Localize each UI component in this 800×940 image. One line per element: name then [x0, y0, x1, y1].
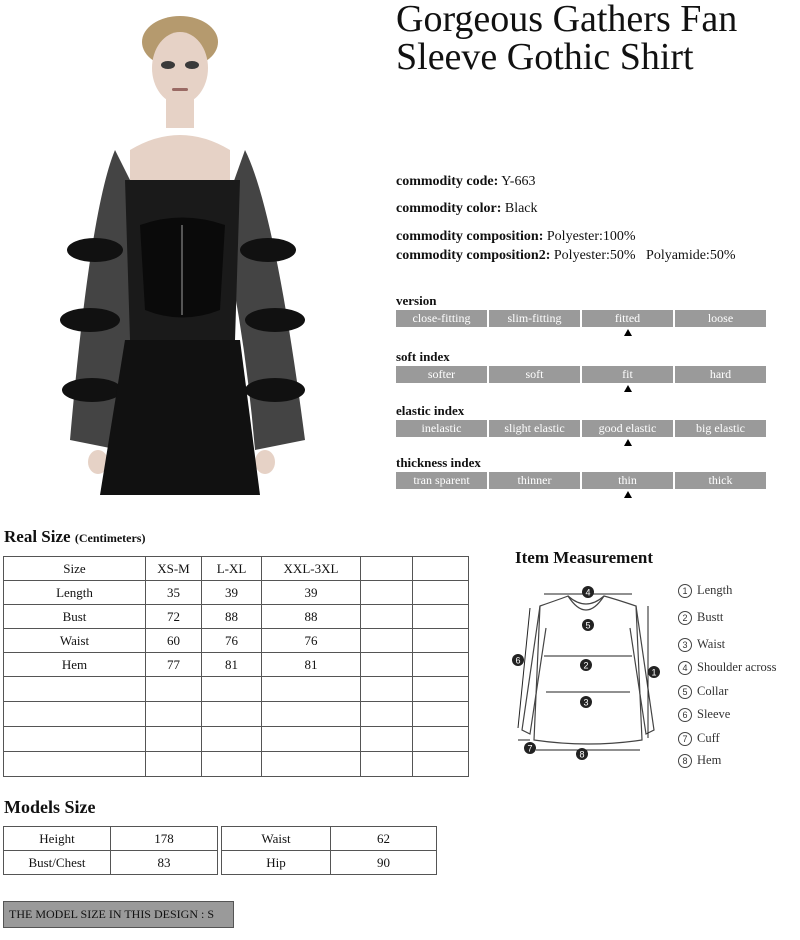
- number-6-icon: 6: [678, 708, 692, 722]
- thickness-index-option-selected: [582, 472, 673, 489]
- commodity-composition: [396, 229, 636, 245]
- svg-text:6: 6: [515, 655, 521, 666]
- table-cell: 72: [146, 605, 202, 629]
- table-cell: Waist: [222, 827, 331, 851]
- table-header-cell: [361, 557, 413, 581]
- version-option: slim-fitting: [489, 310, 580, 327]
- table-header-cell: XS-M: [146, 557, 202, 581]
- selected-marker-icon: [624, 439, 632, 446]
- legend-bust: [678, 610, 723, 625]
- table-cell: [413, 653, 469, 677]
- product-title: Gorgeous Gathers Fan Sleeve Gothic Shirt: [396, 0, 738, 78]
- legend-label: Hem: [697, 753, 722, 767]
- real-size-table: [3, 556, 469, 777]
- number-8-icon: 8: [678, 754, 692, 768]
- models-size-title: Models Size: [4, 797, 96, 817]
- selected-marker-icon: [624, 491, 632, 498]
- version-label: version: [396, 293, 437, 308]
- legend-hem: [678, 753, 721, 768]
- table-cell: 76: [262, 629, 361, 653]
- table-row-empty: [4, 677, 469, 702]
- table-cell: 76: [202, 629, 262, 653]
- commodity-code-value: Y-663: [501, 174, 536, 189]
- elastic-index-bar: [396, 420, 766, 437]
- table-cell: 77: [146, 653, 202, 677]
- soft-index-option-text: fit: [622, 367, 633, 381]
- commodity-composition-label: commodity composition:: [396, 229, 544, 244]
- commodity-color-label: commodity color:: [396, 201, 502, 216]
- svg-text:1: 1: [651, 667, 657, 678]
- table-cell: 60: [146, 629, 202, 653]
- table-cell: Hip: [222, 851, 331, 875]
- table-cell: [361, 581, 413, 605]
- table-cell: Height: [4, 827, 111, 851]
- table-cell: 83: [111, 851, 218, 875]
- elastic-index-label: elastic index: [396, 403, 465, 418]
- table-header-row: [4, 557, 469, 581]
- elastic-index-option: inelastic: [396, 420, 487, 437]
- table-header-cell: [413, 557, 469, 581]
- table-row: [4, 605, 469, 629]
- commodity-code-label: commodity code:: [396, 174, 499, 189]
- table-cell: Bust/Chest: [4, 851, 111, 875]
- version-option-selected: [582, 310, 673, 327]
- table-cell: [413, 581, 469, 605]
- table-row: [4, 581, 469, 605]
- version-option-text: fitted: [614, 311, 641, 325]
- number-5-icon: 5: [678, 685, 692, 699]
- svg-text:5: 5: [585, 620, 591, 631]
- thickness-index-label: thickness index: [396, 455, 481, 470]
- table-cell: 81: [202, 653, 262, 677]
- table-header-cell: Size: [4, 557, 146, 581]
- table-row: [4, 827, 437, 851]
- svg-text:4: 4: [585, 587, 591, 598]
- table-row: [4, 629, 469, 653]
- commodity-color-value: Black: [504, 201, 538, 216]
- elastic-index-option-selected: [582, 420, 673, 437]
- table-cell: Length: [4, 581, 146, 605]
- real-size-title: Real Size: [4, 527, 71, 546]
- table-cell: [413, 629, 469, 653]
- soft-index-label: soft index: [396, 349, 450, 364]
- commodity-composition2-label: commodity composition2:: [396, 248, 551, 263]
- thickness-index-option: thinner: [489, 472, 580, 489]
- elastic-index-option: big elastic: [675, 420, 766, 437]
- number-7-icon: 7: [678, 732, 692, 746]
- version-option: loose: [675, 310, 766, 327]
- legend-shoulder: [678, 660, 777, 675]
- legend-label: Shoulder across: [697, 660, 777, 674]
- product-photo: [60, 10, 315, 495]
- legend-length: [678, 583, 732, 598]
- legend-collar: [678, 684, 728, 699]
- legend-label: Waist: [697, 637, 726, 651]
- soft-index-option: softer: [396, 366, 487, 383]
- thickness-index-option: thick: [675, 472, 766, 489]
- item-measurement-title: Item Measurement: [515, 548, 654, 567]
- elastic-index-option-text: good elastic: [598, 421, 657, 435]
- svg-text:3: 3: [583, 697, 589, 708]
- table-cell: 90: [331, 851, 437, 875]
- table-cell: 39: [202, 581, 262, 605]
- table-cell: 81: [262, 653, 361, 677]
- version-bar: [396, 310, 766, 327]
- legend-label: Bustt: [697, 610, 724, 624]
- table-row: [4, 851, 437, 875]
- thickness-index-option: tran sparent: [396, 472, 487, 489]
- models-size-table: [3, 826, 437, 875]
- table-header-cell: XXL-3XL: [262, 557, 361, 581]
- legend-cuff: [678, 731, 720, 746]
- table-cell: Waist: [4, 629, 146, 653]
- soft-index-option: soft: [489, 366, 580, 383]
- legend-label: Collar: [697, 684, 729, 698]
- commodity-composition2-value: Polyester:50% Polyamide:50%: [553, 248, 736, 263]
- legend-label: Sleeve: [697, 707, 731, 721]
- elastic-index-option: slight elastic: [489, 420, 580, 437]
- measurement-diagram: [508, 578, 668, 763]
- table-cell: 39: [262, 581, 361, 605]
- soft-index-bar: [396, 366, 766, 383]
- legend-label: Length: [697, 583, 733, 597]
- soft-index-option: hard: [675, 366, 766, 383]
- selected-marker-icon: [624, 385, 632, 392]
- table-row: [4, 653, 469, 677]
- table-header-cell: L-XL: [202, 557, 262, 581]
- table-cell: 88: [202, 605, 262, 629]
- thickness-index-option-text: thin: [618, 473, 637, 487]
- legend-sleeve: [678, 707, 730, 722]
- table-cell: Bust: [4, 605, 146, 629]
- commodity-composition2: [396, 248, 735, 264]
- svg-text:2: 2: [583, 660, 589, 671]
- number-1-icon: 1: [678, 584, 692, 598]
- real-size-heading: [4, 527, 145, 547]
- table-cell: 35: [146, 581, 202, 605]
- table-cell: [361, 605, 413, 629]
- table-row-empty: [4, 702, 469, 727]
- legend-label: Cuff: [697, 731, 720, 745]
- table-cell: 62: [331, 827, 437, 851]
- legend-waist: [678, 637, 725, 652]
- svg-text:8: 8: [579, 749, 585, 760]
- model-size-note: THE MODEL SIZE IN THIS DESIGN : S: [3, 901, 234, 928]
- number-4-icon: 4: [678, 661, 692, 675]
- thickness-index-bar: [396, 472, 766, 489]
- table-row-empty: [4, 752, 469, 777]
- table-cell: 88: [262, 605, 361, 629]
- svg-text:7: 7: [527, 743, 533, 754]
- number-2-icon: 2: [678, 611, 692, 625]
- commodity-composition-value: Polyester:100%: [546, 229, 636, 244]
- table-cell: Hem: [4, 653, 146, 677]
- table-cell: [361, 653, 413, 677]
- version-option: close-fitting: [396, 310, 487, 327]
- commodity-code: [396, 174, 535, 190]
- real-size-unit: (Centimeters): [74, 531, 146, 545]
- table-cell: [413, 605, 469, 629]
- table-cell: [361, 629, 413, 653]
- table-row-empty: [4, 727, 469, 752]
- soft-index-option-selected: [582, 366, 673, 383]
- table-cell: 178: [111, 827, 218, 851]
- commodity-color: [396, 201, 538, 217]
- number-3-icon: 3: [678, 638, 692, 652]
- selected-marker-icon: [624, 329, 632, 336]
